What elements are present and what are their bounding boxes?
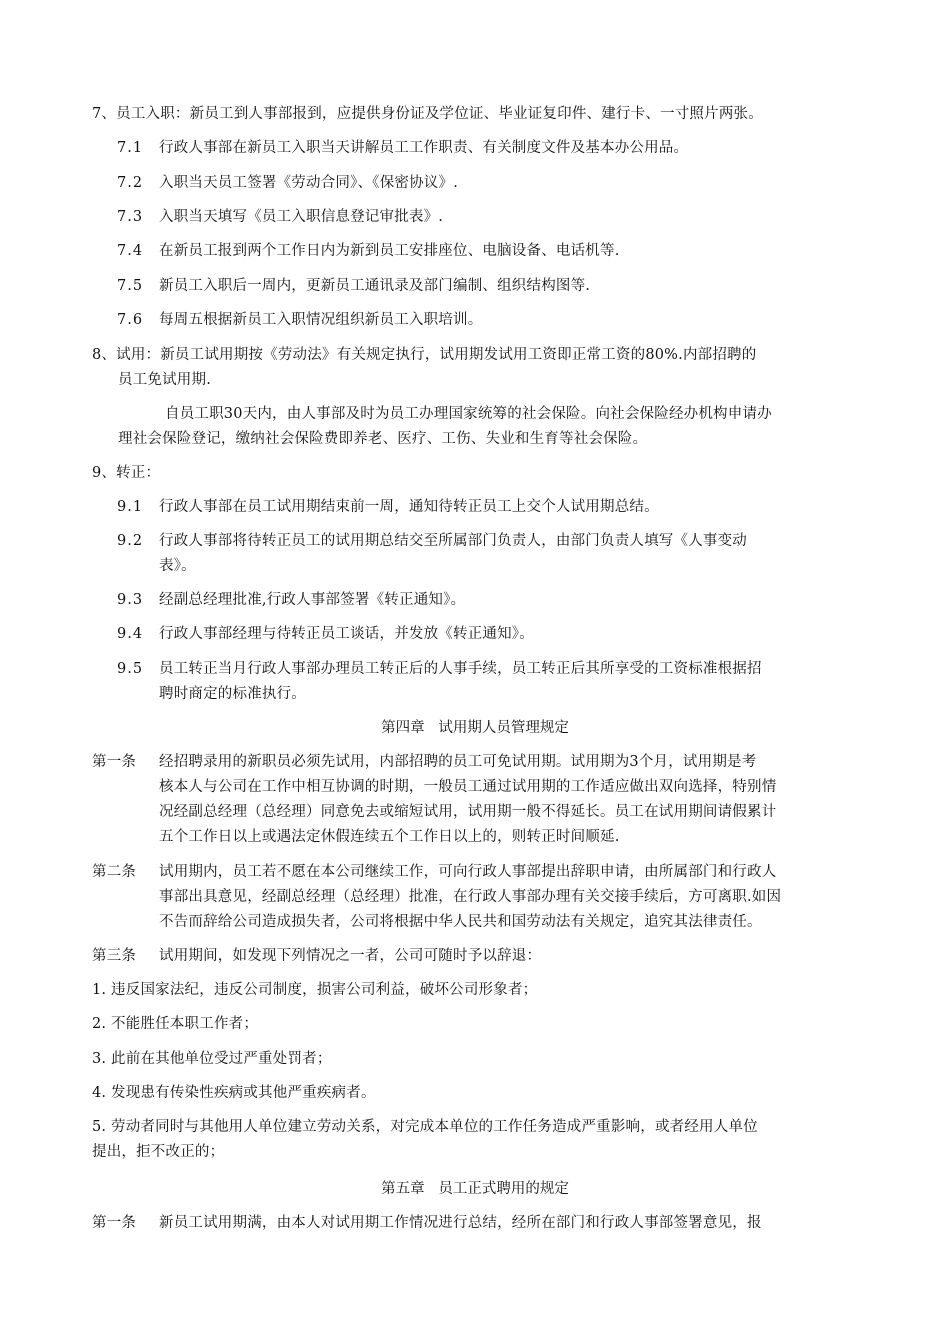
section-8-line-2: 员工免试用期. [118, 372, 212, 388]
item-text: 入职当天填写《员工入职信息登记审批表》. [159, 209, 444, 225]
section-8-line-1: 8、试用：新员工试用期按《劳动法》有关规定执行，试用期发试用工资即正常工资的80%.内部招聘的 [92, 347, 757, 363]
item-number: 7.5 [117, 278, 144, 294]
item-text: 经副总经理批准,行政人事部签署《转正通知》。 [159, 592, 466, 608]
item-text: 行政人事部在新员工入职当天讲解员工工作职责、有关制度文件及基本办公用品。 [159, 140, 689, 156]
dismissal-item-5-line-2: 提出，拒不改正的； [92, 1144, 225, 1160]
item-number: 7.6 [117, 312, 144, 328]
ch5-article-1-label: 第一条 [92, 1215, 137, 1231]
item-text: 员工转正当月行政人事部办理员工转正后的人事手续，员工转正后其所享受的工资标准根据招 [159, 661, 762, 677]
item-9-1 [117, 497, 659, 517]
item-9-3 [117, 590, 465, 610]
item-number: 7.1 [117, 140, 144, 156]
item-number: 9.5 [117, 661, 144, 677]
item-text: 行政人事部在员工试用期结束前一周，通知待转正员工上交个人试用期总结。 [159, 499, 659, 515]
item-text: 入职当天员工签署《劳动合同》、《保密协议》. [159, 175, 459, 191]
item-text: 新员工入职后一周内，更新员工通讯录及部门编制、组织结构图等. [159, 278, 591, 294]
item-9-4 [117, 624, 534, 644]
item-number: 9.2 [117, 533, 144, 549]
ch4-article-3-label: 第三条 [92, 948, 137, 964]
dismissal-item-3: 3. 此前在其他单位受过严重处罚者； [92, 1051, 332, 1067]
section-7-title: 7、员工入职：新员工到人事部报到，应提供身份证及学位证、毕业证复印件、建行卡、一寸照片两张。 [92, 106, 763, 122]
item-number: 9.1 [117, 499, 144, 515]
ch4-article-2-line-1: 试用期内，员工若不愿在本公司继续工作，可向行政人事部提出辞职申请，由所属部门和行政人 [159, 864, 777, 880]
dismissal-item-2: 2. 不能胜任本职工作者； [92, 1016, 259, 1032]
item-number: 7.2 [117, 175, 144, 191]
social-insurance-line-2: 理社会保险登记，缴纳社会保险费即养老、医疗、工伤、失业和生育等社会保险。 [118, 431, 648, 447]
item-7-2 [117, 173, 458, 193]
item-number: 7.3 [117, 209, 144, 225]
ch4-article-1-line-1: 经招聘录用的新职员必须先试用，内部招聘的员工可免试用期。试用期为3个月，试用期是考 [159, 754, 757, 770]
chapter-4-heading: 第四章 试用期人员管理规定 [381, 720, 569, 736]
ch4-article-2-line-2: 事部出具意见，经副总经理（总经理）批准，在行政人事部办理有关交接手续后，方可离职.如因 [159, 889, 782, 905]
ch4-article-1-line-2: 核本人与公司在工作中相互协调的时期，一般员工通过试用期的工作适应做出双向选择，特别情 [159, 779, 777, 795]
ch4-article-2-line-3: 不告而辞给公司造成损失者，公司将根据中华人民共和国劳动法有关规定，追究其法律责任。 [159, 914, 762, 930]
item-7-4 [117, 241, 620, 261]
item-7-1 [117, 138, 688, 158]
item-9-5 [117, 659, 762, 679]
item-text: 每周五根据新员工入职情况组织新员工入职培训。 [159, 312, 483, 328]
ch4-article-1-line-4: 五个工作日以上或遇法定休假连续五个工作日以上的，则转正时间顺延. [159, 829, 620, 845]
ch5-article-1-text: 新员工试用期满，由本人对试用期工作情况进行总结，经所在部门和行政人事部签署意见，报 [159, 1215, 762, 1231]
item-7-5 [117, 276, 590, 296]
item-9-2 [117, 531, 747, 551]
social-insurance-line-1: 自员工职30天内，由人事部及时为员工办理国家统筹的社会保险。向社会保险经办机构申请办 [165, 406, 772, 422]
item-7-3 [117, 207, 443, 227]
item-text: 行政人事部经理与待转正员工谈话，并发放《转正通知》。 [159, 626, 534, 642]
item-text: 在新员工报到两个工作日内为新到员工安排座位、电脑设备、电话机等. [159, 243, 620, 259]
ch4-article-2-label: 第二条 [92, 864, 137, 880]
item-number: 9.3 [117, 592, 144, 608]
chapter-5-heading: 第五章 员工正式聘用的规定 [381, 1181, 569, 1197]
dismissal-item-1: 1. 违反国家法纪，违反公司制度，损害公司利益，破坏公司形象者； [92, 982, 538, 998]
ch4-article-1-label: 第一条 [92, 754, 137, 770]
ch4-article-1-line-3: 况经副总经理（总经理）同意免去或缩短试用，试用期一般不得延长。员工在试用期间请假累计 [159, 804, 777, 820]
item-number: 9.4 [117, 626, 144, 642]
item-9-2-cont: 表》。 [159, 558, 196, 574]
item-9-5-cont: 聘时商定的标准执行。 [159, 686, 306, 702]
section-9-title: 9、转正： [92, 465, 161, 481]
dismissal-item-5-line-1: 5. 劳动者同时与其他用人单位建立劳动关系，对完成本单位的工作任务造成严重影响，或者经用人单位 [92, 1119, 758, 1135]
dismissal-item-4: 4. 发现患有传染性疾病或其他严重疾病者。 [92, 1085, 376, 1101]
item-number: 7.4 [117, 243, 144, 259]
item-7-6 [117, 310, 482, 330]
item-text: 行政人事部将待转正员工的试用期总结交至所属部门负责人，由部门负责人填写《人事变动 [159, 533, 747, 549]
ch4-article-3-text: 试用期间，如发现下列情况之一者，公司可随时予以辞退： [159, 948, 542, 964]
